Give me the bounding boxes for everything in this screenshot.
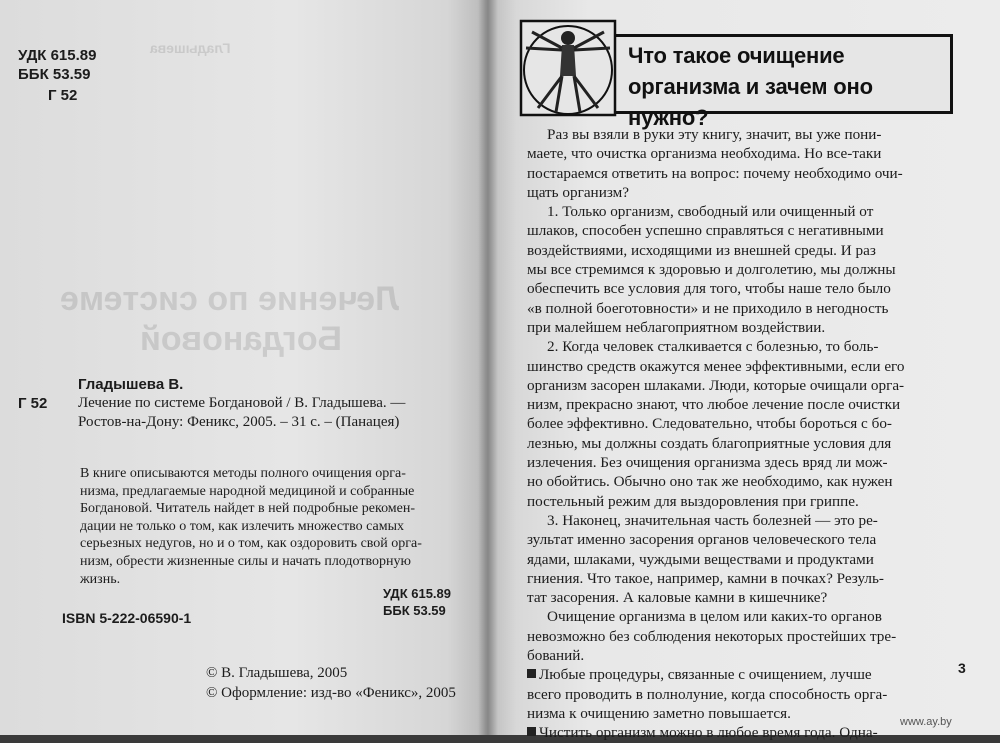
- catalog-line: Лечение по системе Богдановой / В. Гладышева. —: [78, 395, 406, 411]
- bullet-line: [527, 665, 965, 684]
- body-line: воздействиями, исходящими из внешней среды. И раз: [527, 241, 876, 259]
- book-abstract: [80, 465, 470, 588]
- udk-code-bottom: УДК 615.89: [383, 586, 451, 601]
- catalog-line: Гладышева В.: [78, 376, 184, 393]
- body-line: обеспечить все условия для того, чтобы наше тело было: [527, 280, 891, 298]
- body-line: шлаков, способен успешно справляться с негативными: [527, 222, 884, 240]
- body-line: низма к очищению заметно повышается.: [527, 704, 791, 722]
- body-line: бований.: [527, 647, 585, 665]
- body-line: ядами, шлаками, чуждыми веществами и продуктами: [527, 550, 874, 568]
- body-line: мы все стремимся к здоровью и долголетию, мы должны: [527, 261, 896, 279]
- body-line: Раз вы взяли в руки эту книгу, значит, вы уже пони-: [547, 126, 882, 143]
- body-line: постельный режим для выздоровления при гриппе.: [527, 492, 859, 510]
- chapter-title: [628, 40, 956, 133]
- body-line: 1. Только организм, свободный или очищенный от: [547, 203, 874, 221]
- square-bullet-icon: [527, 666, 539, 683]
- bullet-text: Чистить организм можно в любое время года. Одна-: [539, 724, 878, 742]
- body-line: при малейшем неблагоприятном воздействии.: [527, 318, 826, 336]
- copyright-line: © В. Гладышева, 2005: [206, 665, 348, 681]
- body-line: гниения. Что такое, например, камни в почках? Резуль-: [527, 569, 884, 587]
- classification-codes: [18, 46, 96, 84]
- chapter-body: [527, 125, 965, 743]
- abstract-line: серьезных недугов, но и о том, как оздоровить свой орга-: [80, 536, 422, 552]
- body-line: постараемся ответить на вопрос: почему необходимо очи-: [527, 164, 903, 182]
- classification-codes-bottom: [383, 585, 451, 619]
- page-number: 3: [958, 660, 966, 676]
- chapter-header: [518, 18, 956, 130]
- catalog-line: Ростов-на-Дону: Феникс, 2005. – 31 с. – (Панацея): [78, 414, 400, 430]
- abstract-line: низм, обрести жизненные силы и начать плодотворную: [80, 553, 411, 569]
- abstract-line: дации не только о том, как излечить множество самых: [80, 518, 405, 534]
- body-line: зультат именно засорения органов человеческого тела: [527, 531, 877, 549]
- catalog-record: [18, 375, 478, 432]
- body-line: 2. Когда человек сталкивается с болезнью, то боль-: [547, 338, 879, 356]
- body-line: лезнью, мы должны создать благоприятные условия для: [527, 434, 892, 452]
- body-line: маете, что очистка организма необходима. Но все-таки: [527, 145, 882, 163]
- body-line: низм, прекрасно знают, что любое лечение после очистки: [527, 396, 901, 414]
- body-line: 3. Наконец, значительная часть болезней — это ре-: [547, 511, 878, 529]
- catalog-lines: [78, 375, 478, 432]
- copyright-line: © Оформление: изд-во «Феникс», 2005: [206, 685, 456, 701]
- bullet-text: Любые процедуры, связанные с очищением, лучше: [539, 666, 872, 684]
- body-line: организм засорен шлаками. Люди, которые очищали орга-: [527, 376, 905, 394]
- abstract-line: Богдановой. Читатель найдет в ней подробные рекомен-: [80, 501, 416, 517]
- author-mark: Г 52: [48, 87, 78, 104]
- body-line: тат засорения. А каловые камни в кишечнике?: [527, 589, 828, 607]
- copyright-block: [206, 663, 456, 703]
- bbk-code-bottom: ББК 53.59: [383, 603, 446, 618]
- book-gutter: [478, 0, 498, 735]
- body-line: невозможно без соблюдения некоторых простейших тре-: [527, 627, 897, 645]
- body-line: но обойтись. Обычно оно так же необходимо, как нужен: [527, 473, 893, 491]
- body-line: излечения. Без очищения организма здесь вряд ли мож-: [527, 454, 888, 472]
- catalog-code: Г 52: [18, 395, 48, 412]
- watermark: www.ay.by: [900, 716, 952, 728]
- abstract-line: низма, предлагаемые народной медициной и собранные: [80, 483, 415, 499]
- body-line: более эффективно. Следовательно, чтобы бороться с бо-: [527, 415, 892, 433]
- title-line: Что такое очищение: [628, 43, 845, 68]
- square-bullet-icon: [527, 724, 539, 741]
- vitruvian-man-icon: [518, 18, 618, 118]
- body-line: шинство средств окажутся менее эффективными, если его: [527, 357, 905, 375]
- bbk-code: ББК 53.59: [18, 66, 91, 83]
- left-page: Лечение по системе Богдановой Гладышева: [0, 0, 486, 735]
- isbn: ISBN 5-222-06590-1: [62, 610, 192, 626]
- title-line: организма и зачем оно нужно?: [628, 74, 873, 130]
- body-line: «в полной боеготовности» и не приходило в негодность: [527, 299, 889, 317]
- abstract-line: жизнь.: [80, 571, 121, 587]
- udk-code: УДК 615.89: [18, 47, 97, 64]
- abstract-line: В книге описываются методы полного очищения орга-: [80, 466, 406, 481]
- body-line: Очищение организма в целом или каких-то органов: [547, 608, 882, 626]
- body-line: щать организм?: [527, 183, 629, 201]
- body-line: всего проводить в полнолуние, когда способность орга-: [527, 685, 888, 703]
